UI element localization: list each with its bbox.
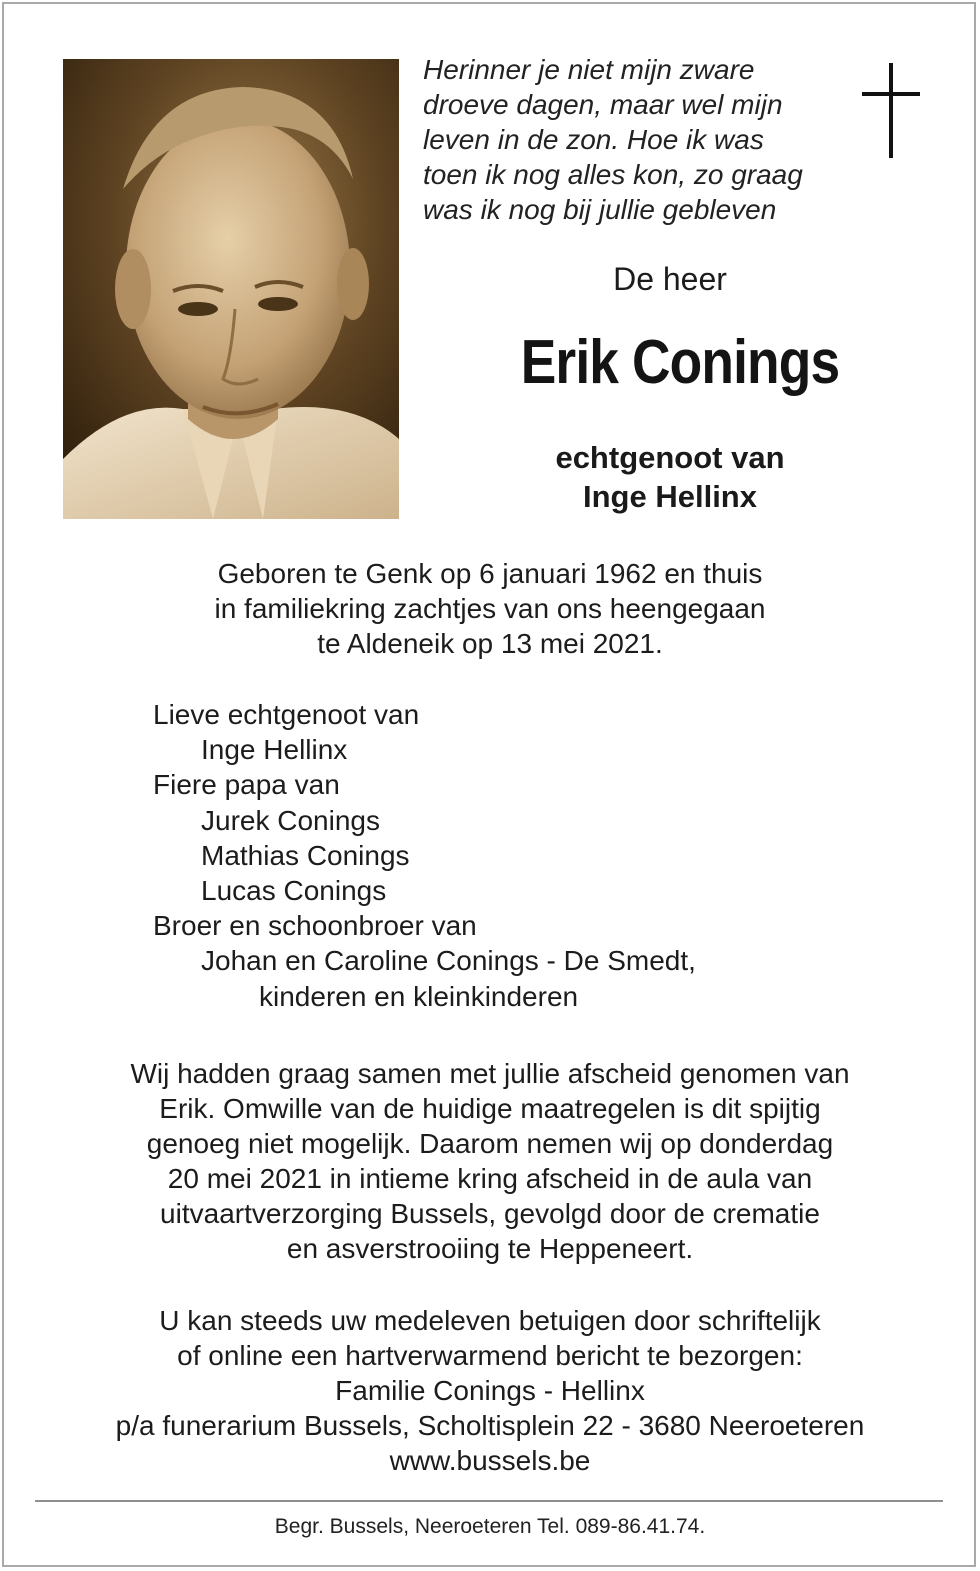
- statement-line: in familiekring zachtjes van ons heengegaan: [214, 593, 766, 624]
- statement-line: te Aldeneik op 13 mei 2021.: [317, 628, 663, 659]
- family-list: [153, 697, 853, 1014]
- footer-undertaker: Begr. Bussels, Neeroeteren Tel. 089-86.41.74.: [274, 1515, 706, 1538]
- message-line: Erik. Omwille van de huidige maatregelen is dit spijtig: [159, 1093, 821, 1124]
- message-line: en asverstrooiing te Heppeneert.: [286, 1233, 694, 1264]
- family-member: Lucas Conings: [201, 875, 387, 907]
- family-member: Inge Hellinx: [201, 734, 348, 766]
- contact-line: U kan steeds uw medeleven betuigen door schriftelijk: [159, 1305, 821, 1336]
- message-line: Wij hadden graag samen met jullie afscheid genomen van: [130, 1058, 850, 1089]
- website-link[interactable]: www.bussels.be: [389, 1445, 591, 1476]
- salutation: De heer: [613, 261, 727, 297]
- family-member: Johan en Caroline Conings - De Smedt,: [201, 945, 696, 977]
- spouse-relation: echtgenoot van: [555, 440, 785, 475]
- deceased-name: Erik Conings: [520, 328, 840, 397]
- family-member: kinderen en kleinkinderen: [259, 980, 579, 1012]
- cross-icon: [862, 63, 920, 159]
- family-signature: Familie Conings - Hellinx: [335, 1375, 645, 1406]
- family-heading: Lieve echtgenoot van: [153, 699, 420, 730]
- farewell-message: [40, 1056, 940, 1266]
- family-heading: Broer en schoonbroer van: [153, 910, 477, 942]
- poem-line: leven in de zon. Hoe ik was: [423, 124, 764, 155]
- message-line: genoeg niet mogelijk. Daarom nemen wij op donderdag: [146, 1128, 834, 1159]
- family-heading: Fiere papa van: [153, 769, 340, 801]
- message-line: 20 mei 2021 in intieme kring afscheid in de aula van: [167, 1163, 813, 1194]
- portrait-photo: [63, 59, 399, 519]
- contact-block: [40, 1303, 940, 1478]
- poem-line: Herinner je niet mijn zware: [423, 54, 755, 85]
- footer-divider: [35, 1500, 943, 1502]
- spouse-name: Inge Hellinx: [583, 479, 757, 514]
- family-member: Mathias Conings: [201, 839, 410, 871]
- spouse-block: [470, 438, 870, 516]
- contact-address: p/a funerarium Bussels, Scholtisplein 22 - 3680 Neeroeteren: [115, 1410, 865, 1441]
- poem-line: toen ik nog alles kon, zo graag: [423, 159, 803, 190]
- poem-line: was ik nog bij jullie gebleven: [423, 194, 777, 225]
- statement-line: Geboren te Genk op 6 januari 1962 en thuis: [217, 558, 763, 589]
- birth-death-statement: [90, 556, 890, 661]
- contact-line: of online een hartverwarmend bericht te bezorgen:: [177, 1340, 803, 1371]
- message-line: uitvaartverzorging Bussels, gevolgd door de crematie: [160, 1198, 820, 1229]
- family-member: Jurek Conings: [201, 804, 380, 836]
- poem: [423, 52, 863, 227]
- poem-line: droeve dagen, maar wel mijn: [423, 89, 783, 120]
